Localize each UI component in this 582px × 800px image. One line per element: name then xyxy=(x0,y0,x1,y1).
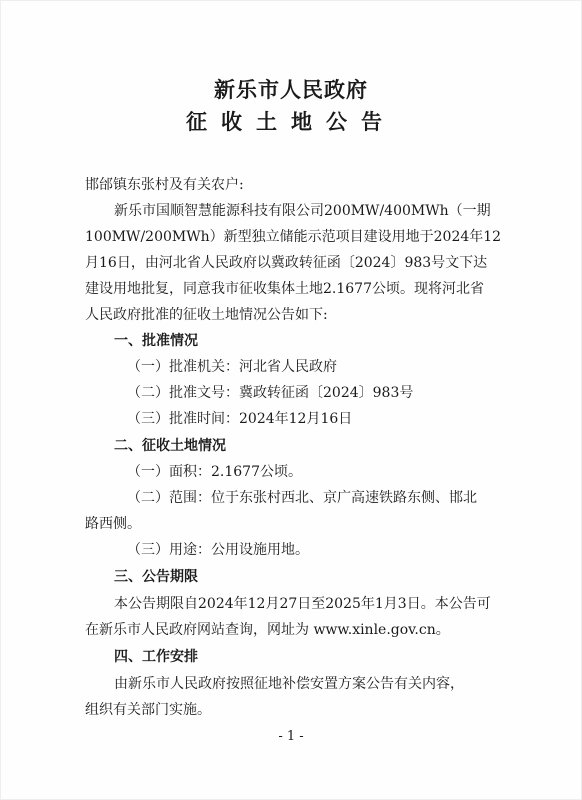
page-number: - 1 - xyxy=(278,729,304,744)
land-use: （三）用途：公用设施用地。 xyxy=(127,542,309,558)
section-heading-period: 三、公告期限 xyxy=(114,569,198,585)
intro-line-5: 人民政府批准的征收土地情况公告如下: xyxy=(85,307,328,323)
section-heading-land: 二、征收土地情况 xyxy=(114,438,226,454)
issuer-title: 新乐市人民政府 xyxy=(214,77,368,102)
land-scope-line-2: 路西侧。 xyxy=(85,516,141,532)
salutation: 邯邰镇东张村及有关农户: xyxy=(85,177,244,193)
approval-date: （三）批准时间：2024年12月16日 xyxy=(127,411,353,427)
period-line-1: 本公告期限自2024年12月27日至2025年1月3日。本公告可 xyxy=(114,596,491,612)
intro-line-3: 月16日，由河北省人民政府以冀政转征函〔2024〕983号文下达 xyxy=(85,255,488,271)
intro-line-4: 建设用地批复，同意我市征收集体土地2.1677公顷。现将河北省 xyxy=(85,281,484,297)
arrangement-line-1: 由新乐市人民政府按照征地补偿安置方案公告有关内容， xyxy=(114,676,464,692)
arrangement-line-2: 组织有关部门实施。 xyxy=(85,702,211,718)
notice-title: 征收土地公告 xyxy=(186,109,396,134)
approval-authority: （一）批准机关：河北省人民政府 xyxy=(127,359,337,375)
section-heading-approval: 一、批准情况 xyxy=(114,333,198,349)
approval-document-number: （二）批准文号：冀政转征函〔2024〕983号 xyxy=(127,385,414,401)
land-area: （一）面积：2.1677公顷。 xyxy=(127,464,302,480)
land-scope-line-1: （二）范围：位于东张村西北、京广高速铁路东侧、邯北 xyxy=(127,490,477,506)
section-heading-arrangement: 四、工作安排 xyxy=(114,649,198,665)
intro-line-1: 新乐市国顺智慧能源科技有限公司200MW/400MWh（一期 xyxy=(114,203,491,219)
period-line-2: 在新乐市人民政府网站查询，网址为 www.xinle.gov.cn。 xyxy=(85,622,450,638)
intro-line-2: 100MW/200MWh）新型独立储能示范项目建设用地于2024年12 xyxy=(85,229,502,245)
